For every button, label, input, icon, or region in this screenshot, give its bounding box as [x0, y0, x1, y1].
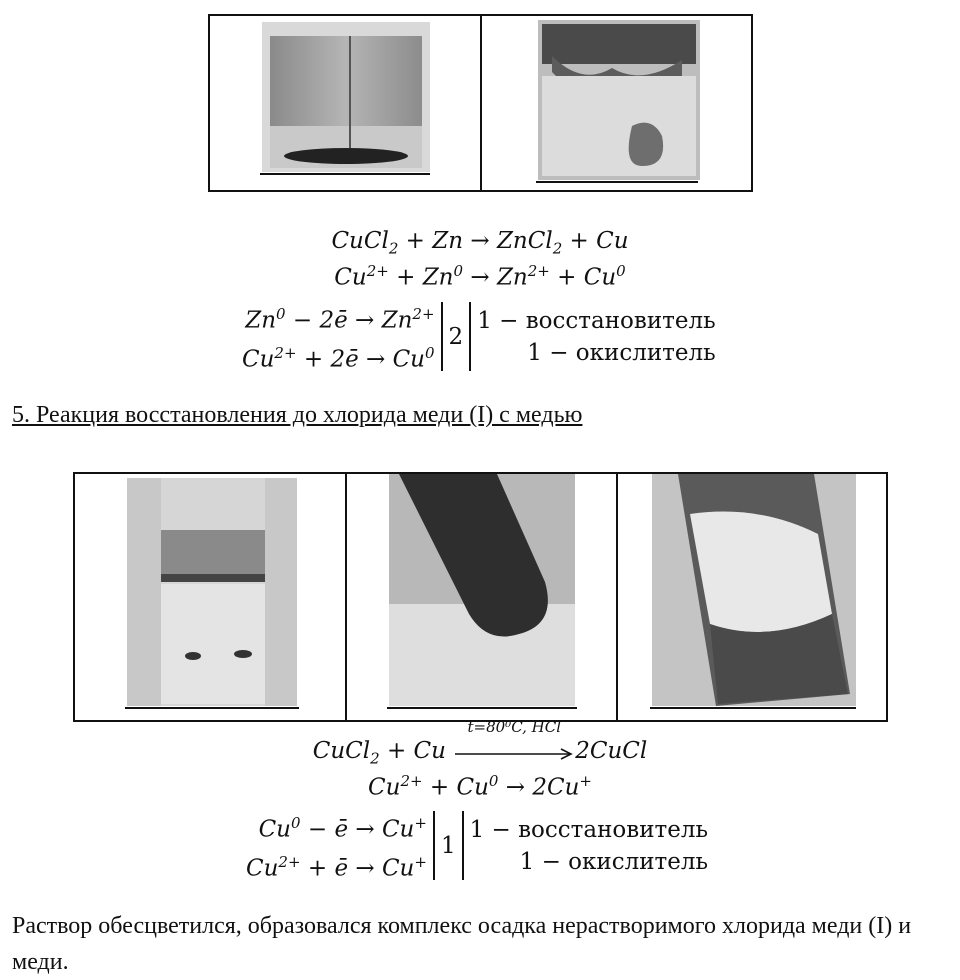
figure-2-photos [73, 472, 888, 722]
eq-sup: + [414, 814, 427, 832]
reaction1-ionic [0, 264, 960, 290]
role-oxidant: 1 − окислитель [519, 848, 709, 875]
common-coefficient: 1 [440, 832, 456, 859]
reaction1-molecular [0, 230, 960, 257]
eq-part: Cu [258, 816, 291, 843]
reaction2-ionic [0, 774, 960, 800]
eq-part: + Cu [422, 774, 489, 801]
balance-bar [441, 302, 443, 371]
eq-part: − ē → Cu [300, 816, 415, 843]
eq-sub: 2 [370, 749, 380, 768]
eq-part: → 2Cu [498, 774, 580, 801]
eq-part: + ē → Cu [300, 855, 415, 882]
half-reaction-2 [246, 846, 427, 885]
eq-sup: 2+ [366, 262, 389, 280]
eq-sup: 0 [291, 814, 301, 832]
eq-part: + Cu [562, 228, 629, 254]
eq-part: − 2ē → Zn [285, 307, 413, 334]
eq-sub: 2 [552, 239, 563, 258]
reaction-conditions: t=80⁰C, HCl [467, 718, 562, 736]
eq-sup: + [414, 852, 427, 871]
eq-sup: 0 [453, 262, 464, 280]
eq-sup: 0 [616, 262, 626, 280]
eq-sup: 0 [276, 305, 286, 323]
eq-part: + Cu [549, 264, 617, 291]
role-reductant: 1 − восстановитель [469, 816, 709, 843]
eq-sup: 2+ [527, 262, 550, 280]
reaction2-molecular [0, 718, 960, 768]
photo-beaker-copper [480, 16, 751, 190]
conclusion-text: Раствор обесцветился, образовался комплекс осадка нерастворимого хлорида меди (I) и меди. [12, 913, 912, 975]
eq-part: 2CuCl [575, 738, 648, 764]
balance-bar [462, 811, 464, 880]
reaction1-half-reactions [242, 298, 716, 375]
reaction-arrow [453, 718, 575, 762]
eq-part: + Zn → ZnCl [398, 228, 553, 254]
eq-part: Cu [334, 264, 367, 291]
photo-test-tube-2 [345, 474, 616, 720]
eq-part: → Zn [463, 264, 528, 291]
eq-part: + 2ē → Cu [296, 346, 425, 373]
eq-part: CuCl [312, 738, 371, 764]
half-reaction-1 [242, 298, 435, 337]
reaction2-half-reactions [246, 807, 708, 884]
eq-sup: 2+ [274, 343, 297, 362]
role-reductant: 1 − восстановитель [477, 307, 716, 334]
eq-sub: 2 [388, 239, 399, 258]
photo-beaker-zinc [210, 16, 480, 190]
eq-sup: 2+ [400, 772, 423, 790]
eq-part: + Zn [388, 264, 454, 291]
eq-part: Cu [242, 346, 275, 373]
balance-bar [433, 811, 435, 880]
balance-bar [469, 302, 471, 371]
figure-1-photos [208, 14, 753, 192]
section-title: 5. Реакция восстановления до хлорида меди (I) с медью [12, 402, 583, 428]
eq-sup: 0 [425, 343, 435, 362]
eq-sup: + [579, 772, 592, 790]
eq-part: Zn [245, 307, 277, 334]
common-coefficient: 2 [448, 323, 464, 350]
role-oxidant: 1 − окислитель [527, 339, 716, 366]
half-reaction-2 [242, 337, 435, 376]
photo-test-tube-3 [616, 474, 886, 720]
arrow-icon [453, 742, 575, 762]
eq-part: + Cu [379, 738, 446, 764]
eq-part: Cu [368, 774, 401, 801]
photo-test-tube-1 [75, 474, 345, 720]
eq-sup: 2+ [412, 305, 435, 323]
eq-part: CuCl [331, 228, 389, 254]
eq-sup: 0 [488, 772, 499, 790]
eq-part: Cu [246, 855, 279, 882]
half-reaction-1 [246, 807, 427, 846]
eq-sup: 2+ [278, 852, 301, 871]
